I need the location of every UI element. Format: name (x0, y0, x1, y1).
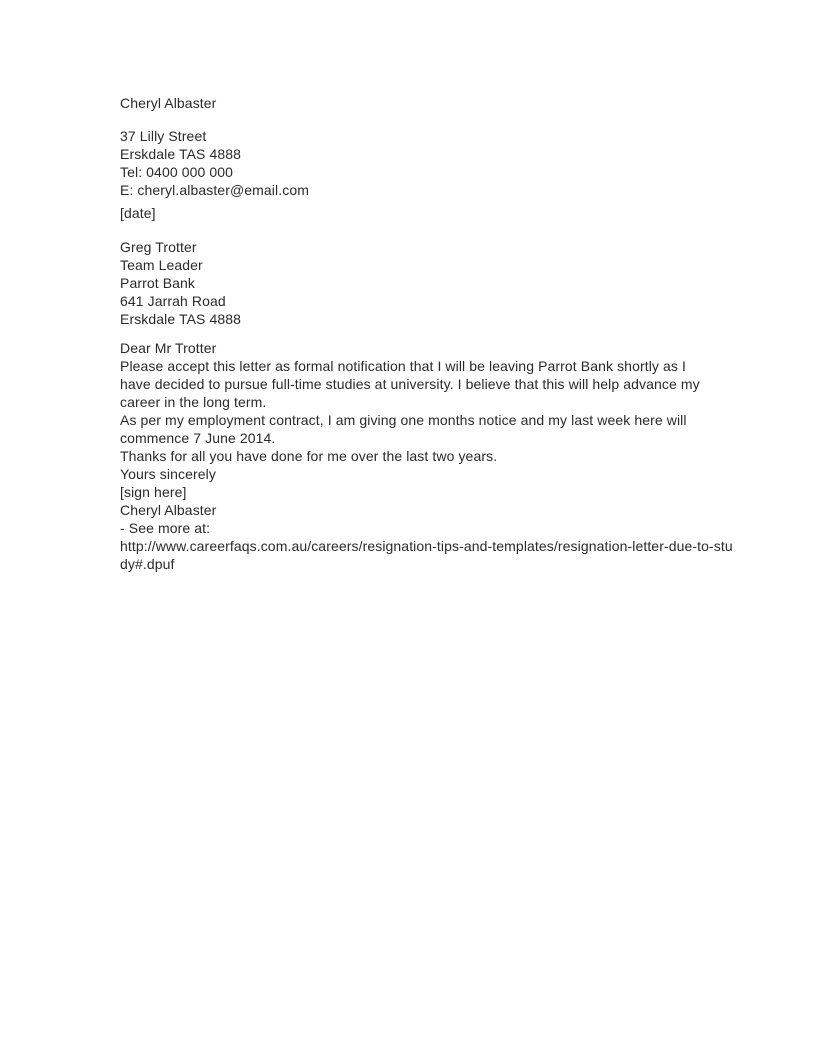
sender-block (120, 94, 720, 112)
source-url-line: dy#.dpuf (120, 556, 175, 572)
paragraph: Please accept this letter as formal notification that I will be leaving Parrot Bank shortly as I have decided to pursue full-time studies at university. I believe that this will help advance my career in the long term. (120, 358, 700, 410)
sender-email: E: cheryl.albaster@email.com (120, 182, 309, 198)
date-block (120, 204, 720, 222)
sender-address (120, 127, 720, 199)
signature-name: Cheryl Albaster (120, 502, 217, 518)
letter-body (120, 339, 733, 573)
source-prefix: - See more at: (120, 520, 211, 536)
sender-name: Cheryl Albaster (120, 95, 217, 111)
salutation: Dear Mr Trotter (120, 340, 217, 356)
paragraph: Thanks for all you have done for me over the last two years. (120, 448, 498, 464)
recipient-block (120, 238, 720, 328)
sender-street: 37 Lilly Street (120, 128, 207, 144)
signature-placeholder: [sign here] (120, 484, 187, 500)
recipient-title: Team Leader (120, 257, 203, 273)
source-url-line: http://www.careerfaqs.com.au/careers/resignation-tips-and-templates/resignation-letter-due-to-stu (120, 538, 733, 554)
recipient-city: Erskdale TAS 4888 (120, 311, 242, 327)
sender-phone: Tel: 0400 000 000 (120, 164, 234, 180)
closing: Yours sincerely (120, 466, 216, 482)
letter-date: [date] (120, 205, 156, 221)
recipient-street: 641 Jarrah Road (120, 293, 226, 309)
paragraph: As per my employment contract, I am giving one months notice and my last week here will commence 7 June 2014. (120, 412, 687, 446)
recipient-name: Greg Trotter (120, 239, 197, 255)
recipient-company: Parrot Bank (120, 275, 196, 291)
sender-city: Erskdale TAS 4888 (120, 146, 242, 162)
